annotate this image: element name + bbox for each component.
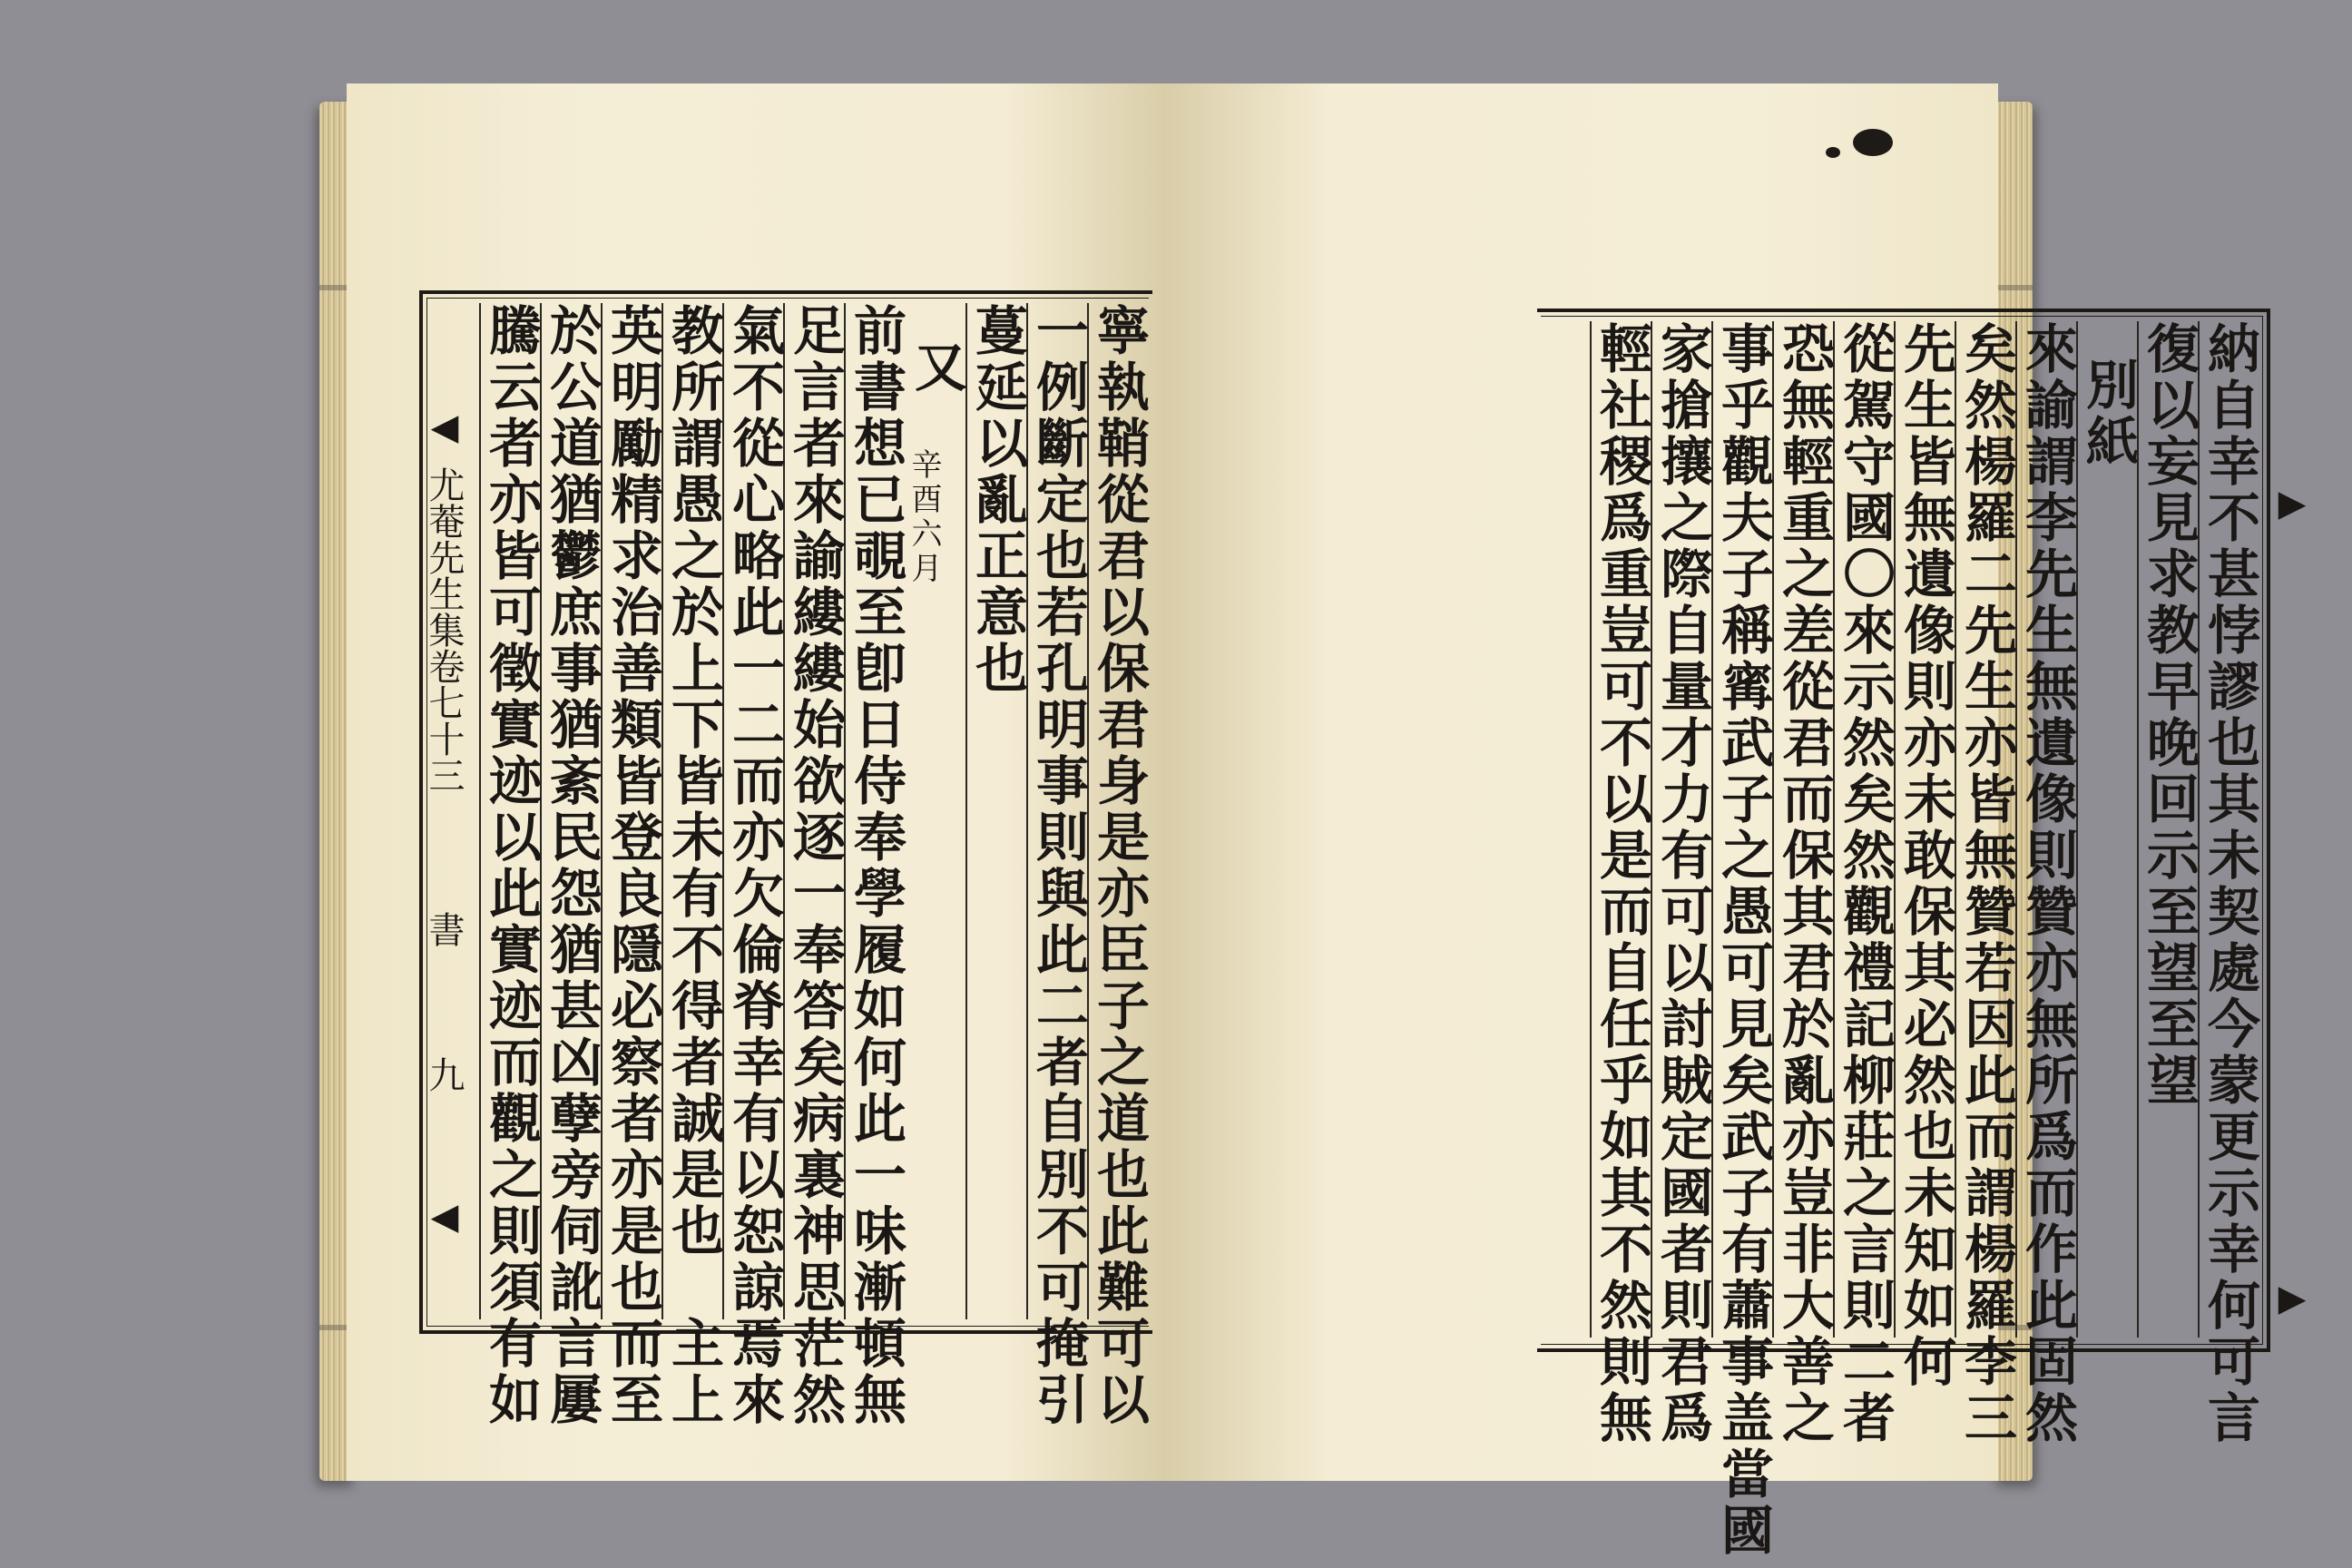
text-column: 從駕守國〇來示然矣然觀禮記柳莊之言則二者 <box>1834 321 1896 1446</box>
text-column: 先生皆無遺像則亦未敢保其必然也未知如何 <box>1895 321 1956 1390</box>
right-page <box>1163 83 2307 1559</box>
ink-stain <box>1826 147 1840 158</box>
book-title: 尤菴先生集卷七十三 <box>423 466 465 793</box>
text-column: 氣不從心略此一二而亦欠倫脊幸有以恕諒焉來 <box>723 303 785 1428</box>
right-text-frame <box>1537 309 2307 1559</box>
left-page <box>347 83 1169 1481</box>
fishtail-upper-icon: ◀ <box>430 407 459 448</box>
ink-stain <box>1853 129 1893 156</box>
text-column: 一例斷定也若孔明事則與此二者自別不可掩引 <box>1027 303 1089 1428</box>
text-column: 復以妄見求教早晚回示至望至望 <box>2137 321 2200 1338</box>
text-column: 家搶攘之際自量才力有可以討賊定國者則君爲 <box>1651 321 1713 1446</box>
section-label: 書 <box>423 911 465 947</box>
text-column: 恐無輕重之差從君而保其君於亂亦豈非大善之 <box>1773 321 1835 1446</box>
fishtail-upper-icon: ▶ <box>2278 483 2307 524</box>
fishtail-lower-icon: ◀ <box>430 1196 459 1238</box>
fishtail-lower-icon: ▶ <box>2278 1278 2307 1319</box>
page-number: 九 <box>423 1056 465 1093</box>
text-column: 寧執鞘從君以保君身是亦臣子之道也此難可以 <box>1088 303 1150 1428</box>
text-column: 又 <box>906 339 967 396</box>
text-column: 矣然楊羅二先生亦皆無贊若因此而謂楊羅李三 <box>1955 321 2017 1446</box>
text-column: 納自幸不甚悖謬也其未契處今蒙更示幸何可言 <box>2199 321 2260 1446</box>
text-column: 教所謂愚之於上下皆未有不得者誠是也 主上 <box>662 303 724 1428</box>
text-column: 來諭謂李先生無遺像則贊亦無所爲而作此固然 <box>2016 321 2078 1446</box>
text-column: 足言者來諭縷縷始欲逐一奉答矣病裏神思茫然 <box>784 303 846 1428</box>
text-column: 事乎觀夫子稱寗武子之愚可見矣武子有蕭事盖當國 <box>1712 321 1774 1559</box>
text-column: 前書想已覗至卽日侍奉學履如何此一味漸頓無 <box>845 303 906 1428</box>
date-note: 辛酉六月 <box>906 448 942 586</box>
text-column: 於公道猶鬱庶事猶紊民怨猶甚凶孽旁伺訛言屢 <box>541 303 603 1428</box>
heading-column: 別紙 <box>2076 321 2140 1338</box>
text-column: 輕社稷爲重豈可不以是而自任乎如其不然則無 <box>1591 321 1652 1446</box>
left-text-frame <box>419 290 1152 1428</box>
text-column: 英明勵精求治善類皆登良隱必察者亦是也而至 <box>602 303 663 1428</box>
text-column: 騰云者亦皆可徵實迹以此實迹而觀之則須有如 <box>480 303 542 1428</box>
center-column <box>421 466 466 1483</box>
text-column: 蔓延以亂正意也 <box>965 303 1029 1319</box>
open-book <box>319 83 2307 1559</box>
